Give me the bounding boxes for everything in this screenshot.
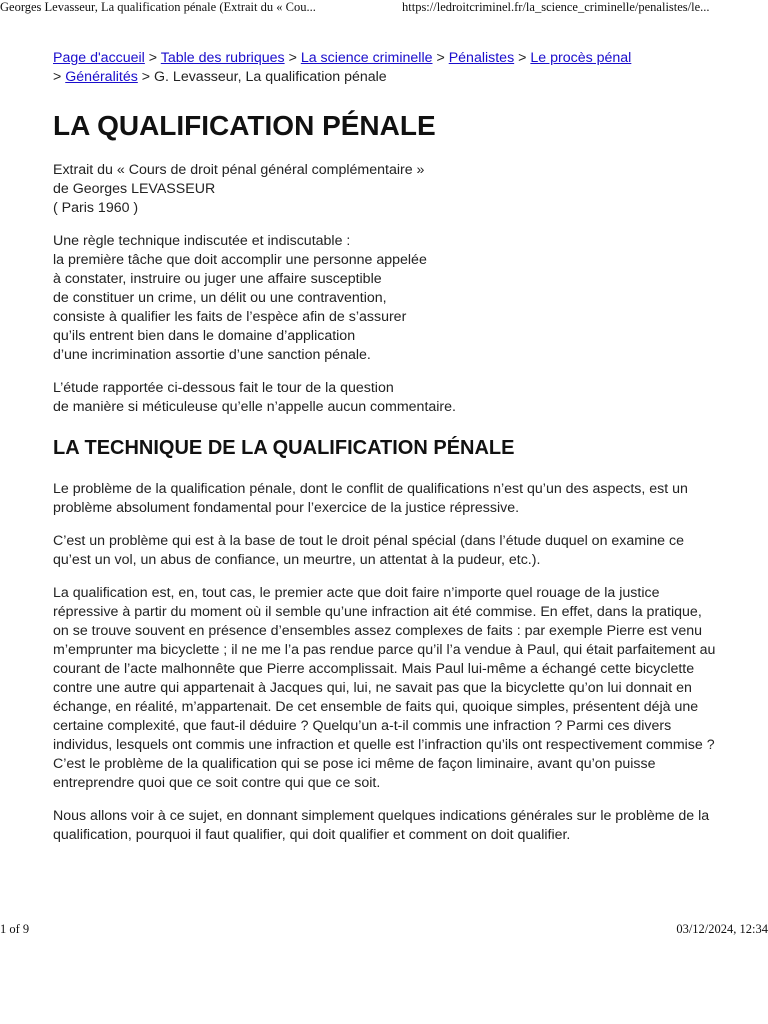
breadcrumb-link-generalites[interactable]: Généralités xyxy=(65,69,138,85)
study-note-line: L’étude rapportée ci-dessous fait le tour de la question xyxy=(53,380,394,396)
section-title: LA TECHNIQUE DE LA QUALIFICATION PÉNALE xyxy=(53,437,515,459)
intro-line: à constater, instruire ou juger une affaire susceptible xyxy=(53,271,382,287)
print-footer xyxy=(0,922,768,938)
page-title: LA QUALIFICATION PÉNALE xyxy=(53,110,436,141)
article-content xyxy=(53,49,718,859)
breadcrumb-separator: > xyxy=(288,50,297,66)
intro-line: la première tâche que doit accomplir une personne appelée xyxy=(53,252,427,268)
body-paragraph: C’est un problème qui est à la base de tout le droit pénal spécial (dans l’étude duquel on examine ce qu’est un vol, un abus de confiance, un meurtre, un attentat à la pudeur, etc.). xyxy=(53,533,684,568)
breadcrumb-link-penalistes[interactable]: Pénalistes xyxy=(448,50,515,66)
breadcrumb-current: G. Levasseur, La qualification pénale xyxy=(154,69,387,85)
breadcrumb-separator: > xyxy=(518,50,527,66)
body-paragraph: Nous allons voir à ce sujet, en donnant simplement quelques indications générales sur le problème de la qualification, pourquoi il faut qualifier, qui doit qualifier et comment on doit qualifier. xyxy=(53,808,710,843)
print-header xyxy=(0,0,768,16)
breadcrumb-separator: > xyxy=(141,69,151,85)
print-header-url: https://ledroitcriminel.fr/la_science_criminelle/penalistes/le... xyxy=(402,0,710,14)
study-note-line: de manière si méticuleuse qu’elle n’appelle aucun commentaire. xyxy=(53,399,456,415)
intro-paragraph xyxy=(53,232,718,365)
breadcrumb-separator: > xyxy=(53,69,62,85)
intro-line: qu’ils entrent bien dans le domaine d’application xyxy=(53,328,356,344)
intro-line: d’une incrimination assortie d’une sanction pénale. xyxy=(53,347,371,363)
body-paragraph: La qualification est, en, tout cas, le premier acte que doit faire n’importe quel rouage de la justice répressive à partir du moment où il semble qu’une infraction ait été commise. En effet, dans la pratique, on se trouve souvent en présence d’ensembles assez complexes de faits : par exemple Pierre est venu m’emprunter ma bicyclette ; il ne me l’a pas rendue parce qu’il l’a vendue à Paul, qui était parfaitement au courant de l’acte malhonnête que Pierre accomplissait. Mais Paul lui-même a échangé cette bicyclette contre une autre qui appartenait à Jacques qui, lui, ne savait pas que la bicyclette qu’on lui donnait en échange, en réalité, m’appartenait. De cet ensemble de faits qui, quoique simples, présentent déjà une certaine complexité, que faut-il déduire ? Quelqu’un a-t-il commis une infraction ? Parmi ces divers individus, lesquels ont commis une infraction et quelle est l’infraction qu’ils ont respectivement commise ? C’est le problème de la qualification qui se pose ici même de façon liminaire, avant qu’on puisse entreprendre quoi que ce soit contre qui que ce soit. xyxy=(53,585,716,791)
print-header-title: Georges Levasseur, La qualification pénale (Extrait du « Cou... xyxy=(0,0,316,14)
breadcrumb xyxy=(53,49,633,87)
page-counter: 1 of 9 xyxy=(0,922,30,936)
intro-line: de constituer un crime, un délit ou une contravention, xyxy=(53,290,387,306)
breadcrumb-link-table-des-rubriques[interactable]: Table des rubriques xyxy=(160,50,285,66)
breadcrumb-link-proces-penal[interactable]: Le procès pénal xyxy=(530,50,632,66)
source-citation xyxy=(53,161,718,218)
breadcrumb-link-home[interactable]: Page d'accueil xyxy=(53,50,145,66)
intro-line: Une règle technique indiscutée et indiscutable : xyxy=(53,233,351,249)
body-paragraph: Le problème de la qualification pénale, dont le conflit de qualifications n’est qu’un des aspects, est un problème absolument fondamental pour l’exercice de la justice répressive. xyxy=(53,481,688,516)
intro-line: consiste à qualifier les faits de l’espèce afin de s’assurer xyxy=(53,309,407,325)
print-datetime: 03/12/2024, 12:34 xyxy=(676,922,768,936)
source-line: Extrait du « Cours de droit pénal général complémentaire » xyxy=(53,162,425,178)
study-note-paragraph xyxy=(53,379,718,417)
breadcrumb-separator: > xyxy=(436,50,445,66)
source-line: ( Paris 1960 ) xyxy=(53,200,139,216)
breadcrumb-link-science-criminelle[interactable]: La science criminelle xyxy=(300,50,433,66)
breadcrumb-separator: > xyxy=(148,50,158,66)
source-line: de Georges LEVASSEUR xyxy=(53,181,216,197)
